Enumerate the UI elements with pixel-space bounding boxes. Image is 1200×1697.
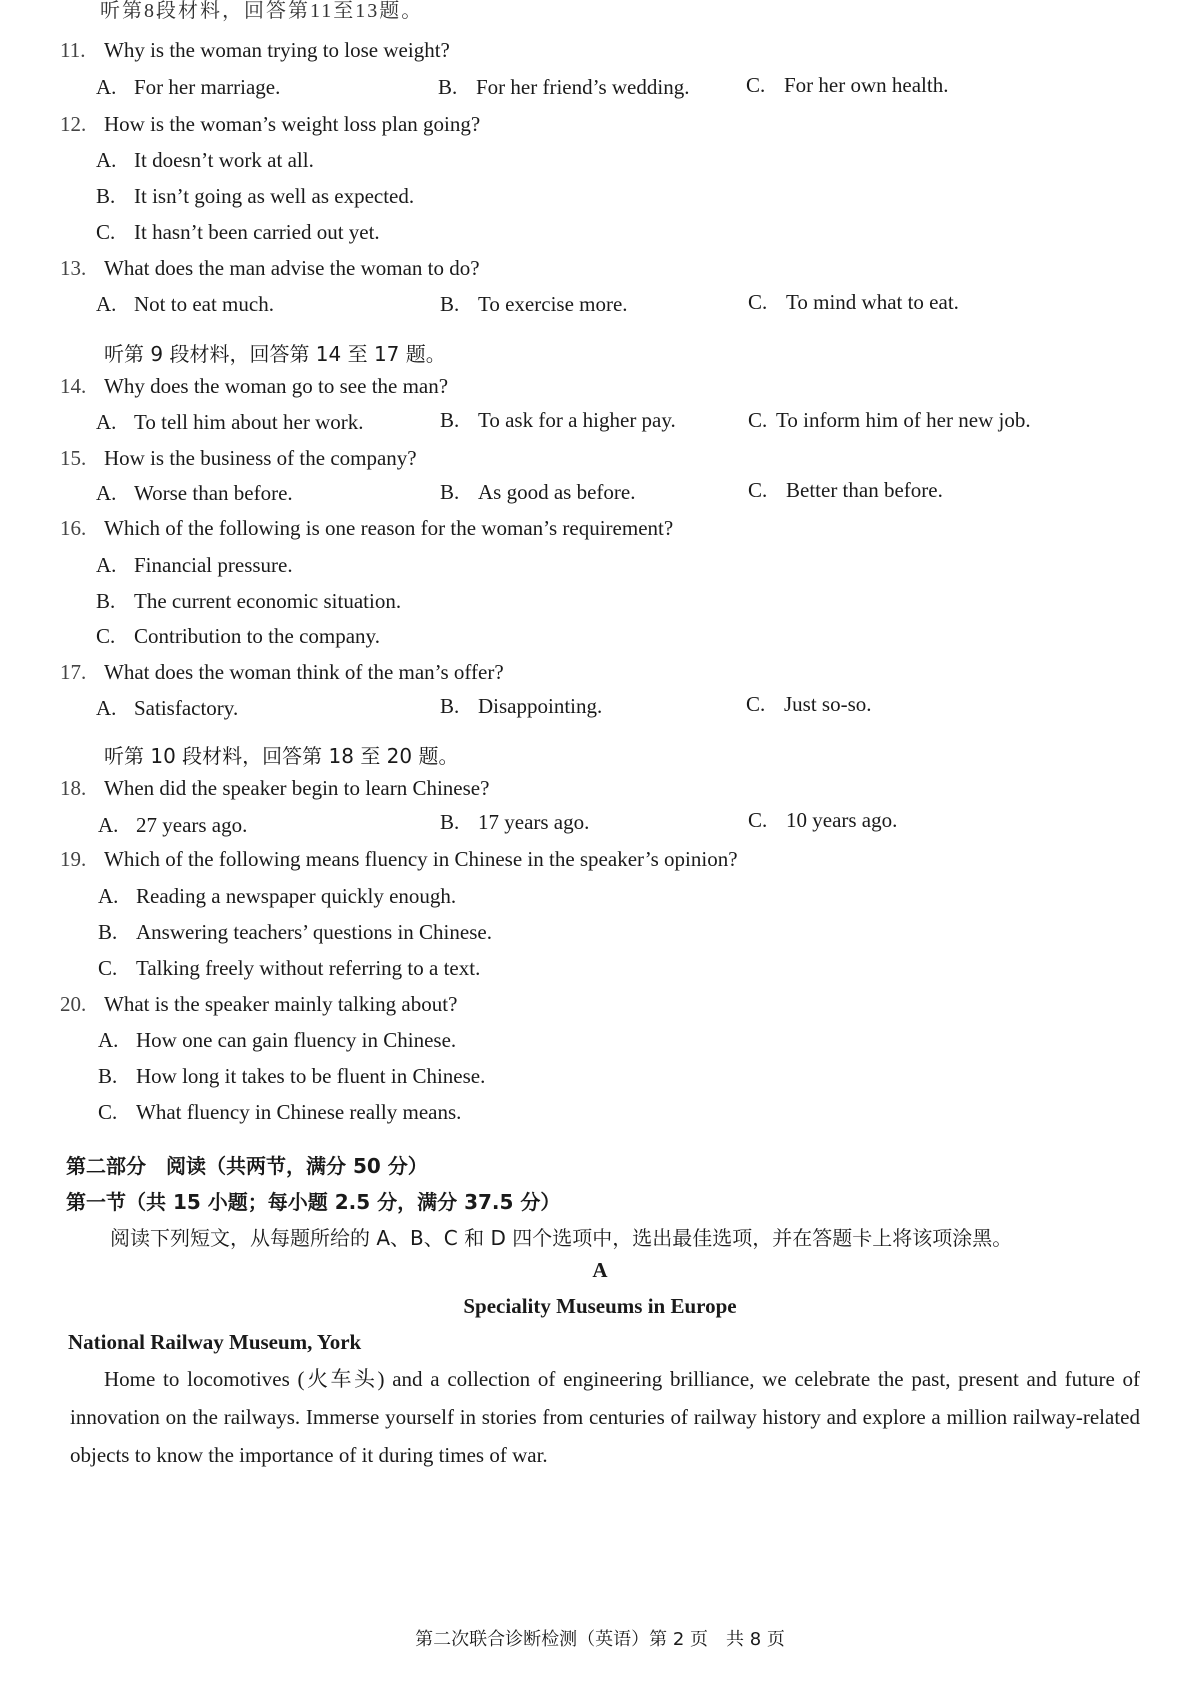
option-c: C. Better than before.	[748, 478, 943, 502]
question-text: What is the speaker mainly talking about?	[104, 992, 458, 1016]
question-number: 12.	[60, 112, 87, 136]
option-c: C. It hasn’t been carried out yet.	[96, 220, 380, 244]
option-a: A. Financial pressure.	[96, 553, 293, 577]
question-18	[60, 776, 489, 801]
question-text: Which of the following means fluency in Chinese in the speaker’s opinion?	[104, 847, 738, 871]
question-13	[60, 256, 480, 281]
museum-description: Home to locomotives (火车头) and a collection of engineering brilliance, we celebrate the past, present and future of innovation on the railways. Immerse yourself in stories from centuries of railway history and explore a million railway-related objects to know the importance of it during times of war.	[70, 1367, 1140, 1467]
option-c: C. What fluency in Chinese really means.	[98, 1100, 462, 1124]
passage-letter: A	[592, 1258, 608, 1282]
question-number: 18.	[60, 776, 87, 800]
question-number: 14.	[60, 374, 87, 398]
option-a: A. For her marriage.	[96, 75, 281, 99]
option-b: B. How long it takes to be fluent in Chinese.	[98, 1064, 486, 1088]
option-c: C. Talking freely without referring to a text.	[98, 956, 481, 980]
option-c: C. To mind what to eat.	[748, 290, 959, 314]
part2-title: 第二部分 阅读（共两节，满分 50 分）	[66, 1154, 428, 1178]
question-19	[60, 847, 738, 872]
option-a: A. Not to eat much.	[96, 292, 274, 316]
question-text: What does the man advise the woman to do?	[104, 256, 480, 280]
question-17	[60, 660, 504, 685]
question-20	[60, 992, 457, 1017]
question-16	[60, 516, 673, 541]
option-a: A. It doesn’t work at all.	[96, 148, 314, 172]
option-b: B. To exercise more.	[440, 292, 628, 316]
option-b: B. To ask for a higher pay.	[440, 408, 676, 432]
top-cut-instruction: 听第8段材料，回答第11至13题。	[100, 0, 424, 22]
option-b: B. As good as before.	[440, 480, 636, 504]
section-instruction-9: 听第 9 段材料，回答第 14 至 17 题。	[104, 342, 446, 366]
option-b: B. 17 years ago.	[440, 810, 590, 834]
question-number: 15.	[60, 446, 87, 470]
part2-section1: 第一节（共 15 小题；每小题 2.5 分，满分 37.5 分）	[66, 1190, 561, 1214]
question-15	[60, 446, 417, 471]
question-14	[60, 374, 448, 399]
question-text: When did the speaker begin to learn Chinese?	[104, 776, 490, 800]
option-b: B. The current economic situation.	[96, 589, 402, 613]
option-a: A. How one can gain fluency in Chinese.	[98, 1028, 457, 1052]
question-text: How is the woman’s weight loss plan going?	[104, 112, 481, 136]
question-12	[60, 112, 480, 137]
reading-directions: 阅读下列短文，从每题所给的 A、B、C 和 D 四个选项中，选出最佳选项，并在答题卡上将该项涂黑。	[110, 1226, 1013, 1250]
question-text: Why does the woman go to see the man?	[104, 374, 449, 398]
option-c: C. 10 years ago.	[748, 808, 898, 832]
option-c: C. Contribution to the company.	[96, 624, 380, 648]
passage-title: Speciality Museums in Europe	[463, 1294, 737, 1318]
question-number: 19.	[60, 847, 87, 871]
page-footer: 第二次联合诊断检测（英语）第 2 页 共 8 页	[415, 1629, 785, 1650]
section-instruction-10: 听第 10 段材料，回答第 18 至 20 题。	[104, 744, 459, 768]
question-text: How is the business of the company?	[104, 446, 417, 470]
question-text: What does the woman think of the man’s offer?	[104, 660, 504, 684]
option-a: A. Reading a newspaper quickly enough.	[98, 884, 457, 908]
option-c: C. Just so-so.	[746, 692, 872, 716]
question-text: Why is the woman trying to lose weight?	[104, 38, 450, 62]
museum-name: National Railway Museum, York	[68, 1330, 362, 1354]
option-c: C. For her own health.	[746, 73, 949, 97]
question-number: 20.	[60, 992, 87, 1016]
question-number: 11.	[60, 38, 86, 62]
question-number: 16.	[60, 516, 87, 540]
question-text: Which of the following is one reason for the woman’s requirement?	[104, 516, 674, 540]
option-a: A. 27 years ago.	[98, 813, 248, 837]
option-b: B. Answering teachers’ questions in Chinese.	[98, 920, 492, 944]
option-b: B. Disappointing.	[440, 694, 603, 718]
option-b: B. It isn’t going as well as expected.	[96, 184, 415, 208]
option-c: C. To inform him of her new job.	[748, 408, 1031, 432]
option-a: A. Satisfactory.	[96, 696, 239, 720]
option-a: A. Worse than before.	[96, 481, 293, 505]
option-a: A. To tell him about her work.	[96, 410, 364, 434]
question-number: 17.	[60, 660, 87, 684]
question-11	[60, 38, 450, 63]
question-number: 13.	[60, 256, 87, 280]
option-b: B. For her friend’s wedding.	[438, 75, 690, 99]
